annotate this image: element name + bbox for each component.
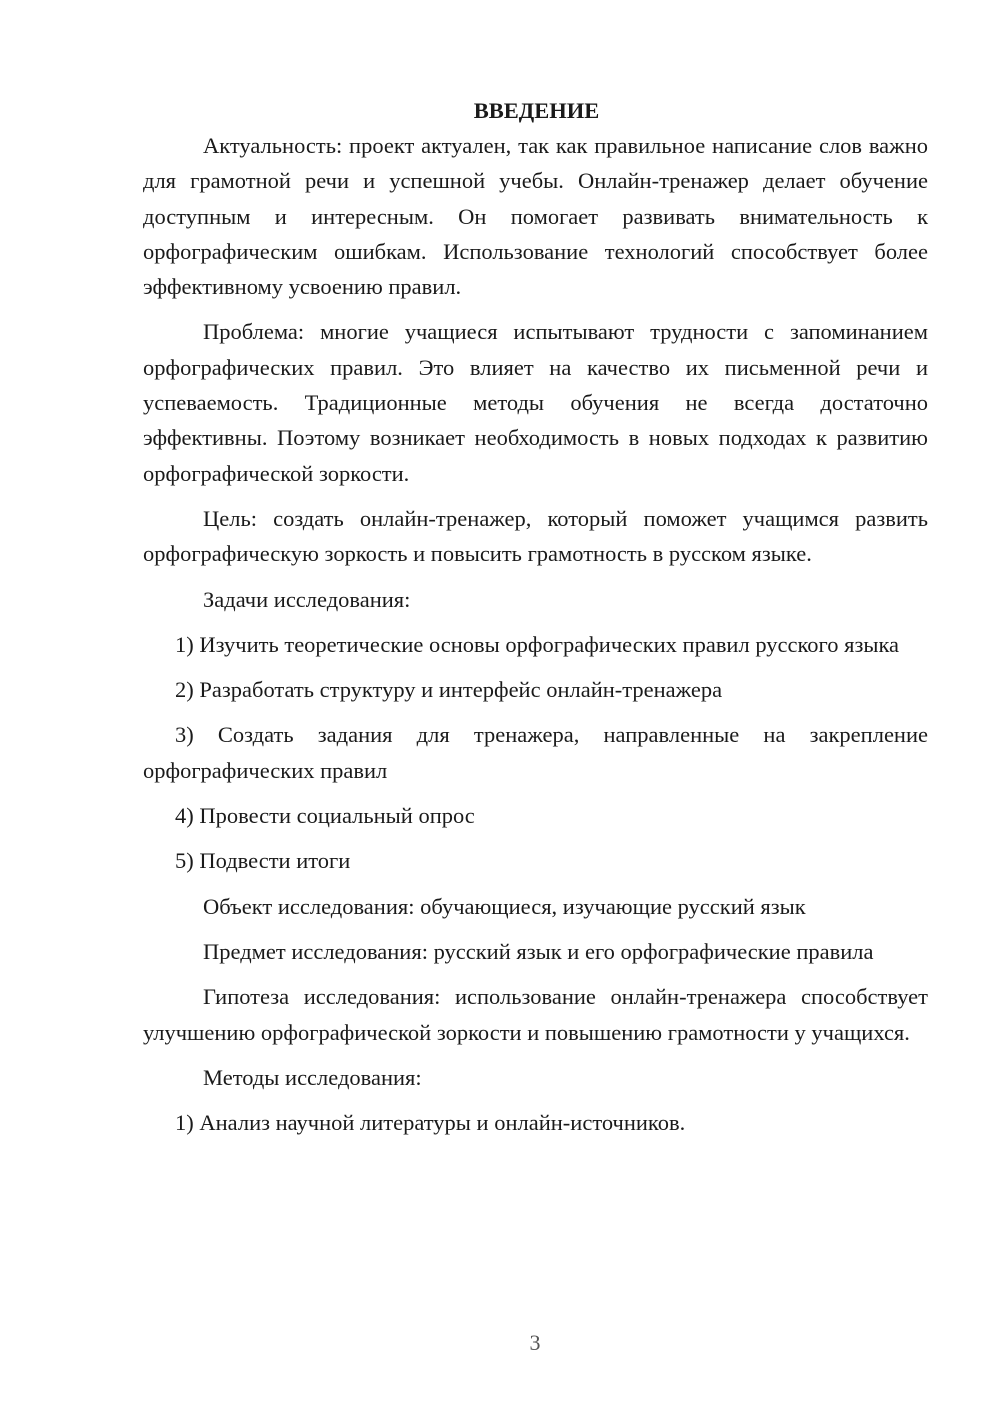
section-title: ВВЕДЕНИЕ [473,98,600,123]
methods-heading: Методы исследования: [203,1064,422,1090]
task-item-5: 5) Подвести итоги [175,848,351,874]
document-page [143,93,928,1140]
task-item-2: 2) Разработать структуру и интерфейс онлайн-тренажера [175,677,723,703]
task-item-1: 1) Изучить теоретические основы орфографических правил русского языка [175,631,900,657]
problem-paragraph: Проблема: многие учащиеся испытывают трудности с запоминанием орфографических правил. Это влияет на качество их письменной речи и успеваемость. Традиционные методы обучения не всегда достаточно эффективны. Поэтому возникает необходимость в новых подходах к развитию орфографической зоркости. [143,319,928,486]
subject-paragraph: Предмет исследования: русский язык и его орфографические правила [203,938,874,964]
relevance-paragraph: Актуальность: проект актуален, так как правильное написание слов важно для грамотной речи и успешной учебы. Онлайн-тренажер делает обучение доступным и интересным. Он помогает развивать внимательность к орфографическим ошибкам. Использование технологий способствует более эффективному усвоению правил. [143,133,928,300]
goal-paragraph: Цель: создать онлайн-тренажер, который поможет учащимся развить орфографическую зоркость и повысить грамотность в русском языке. [143,505,928,567]
task-item-4: 4) Провести социальный опрос [175,803,475,829]
page-number: 3 [529,1330,541,1355]
object-paragraph: Объект исследования: обучающиеся, изучающие русский язык [203,893,806,919]
tasks-heading: Задачи исследования: [203,586,411,612]
hypothesis-paragraph: Гипотеза исследования: использование онлайн-тренажера способствует улучшению орфографической зоркости и повышению грамотности у учащихся. [143,984,928,1045]
task-item-3: 3) Создать задания для тренажера, направленные на закрепление орфографических правил [143,722,928,783]
method-item-1: 1) Анализ научной литературы и онлайн-источников. [175,1110,686,1136]
